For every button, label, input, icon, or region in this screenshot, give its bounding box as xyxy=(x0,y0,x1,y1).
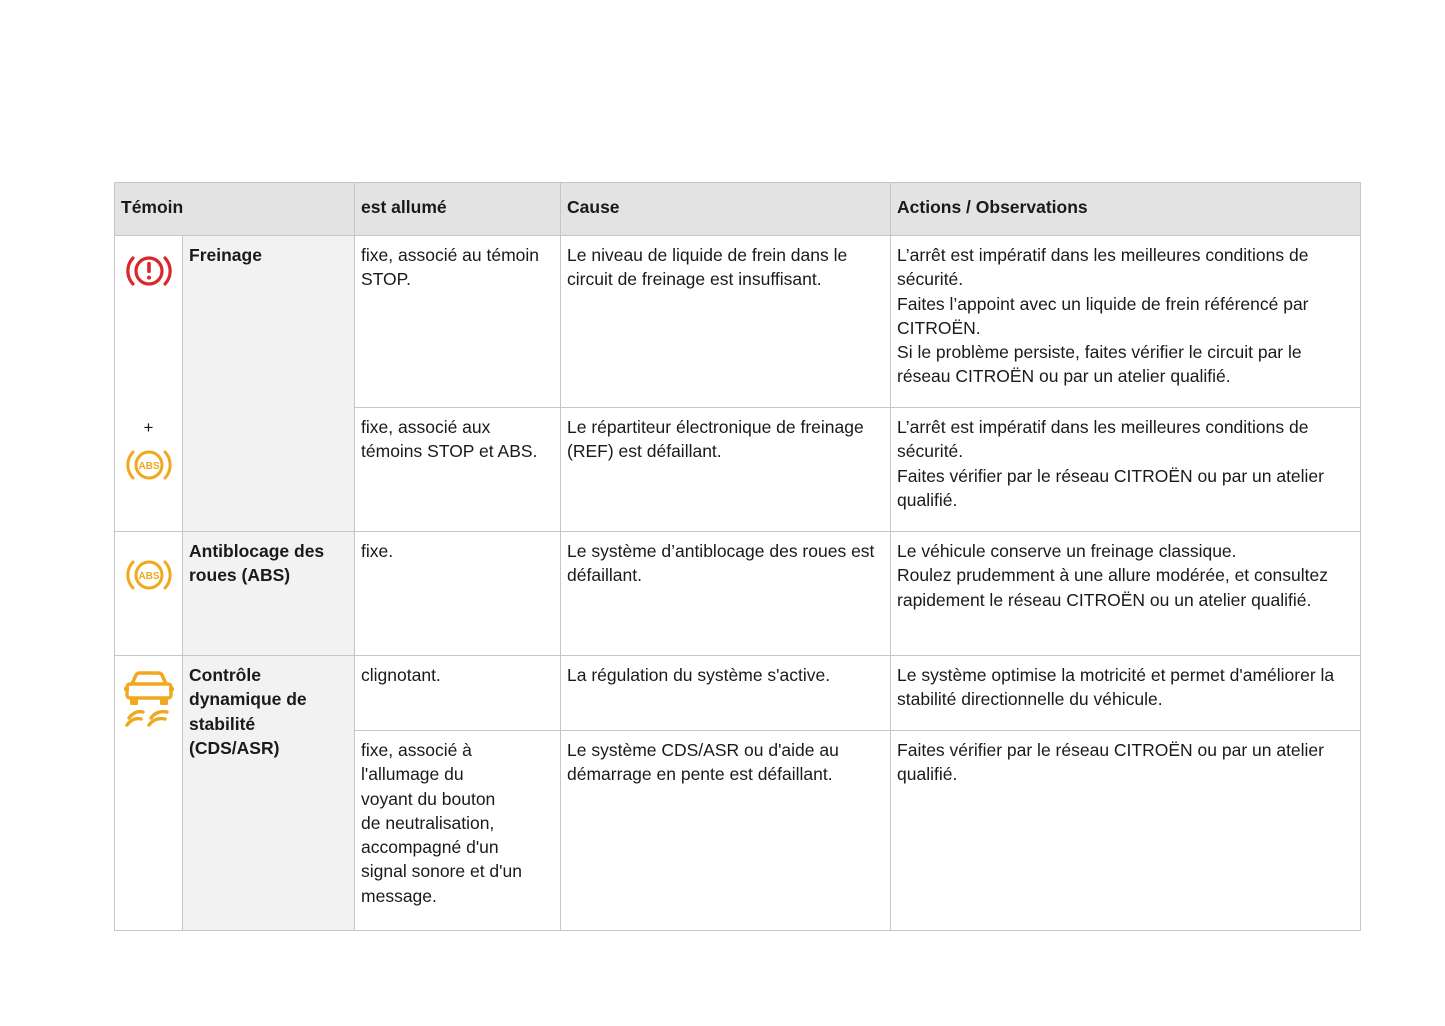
allume-line: accompagné d'un xyxy=(361,837,499,858)
cds-icon-cell xyxy=(115,656,183,931)
header-cause: Cause xyxy=(561,183,891,236)
abs-warning-icon xyxy=(125,446,173,484)
warning-lights-table xyxy=(114,182,1361,931)
action-line: Si le problème persiste, faites vérifier le circuit par le réseau CITROËN ou par un atelier qualifié. xyxy=(897,342,1302,387)
header-actions: Actions / Observations xyxy=(891,183,1361,236)
action-line: L’arrêt est impératif dans les meilleures conditions de sécurité. xyxy=(897,245,1309,290)
action-line: L’arrêt est impératif dans les meilleures conditions de sécurité. xyxy=(897,417,1309,462)
action-line: Le véhicule conserve un freinage classique. xyxy=(897,541,1237,561)
cds-r1-actions: Le système optimise la motricité et permet d'améliorer la stabilité directionnelle du véhicule. xyxy=(891,656,1361,731)
freinage-r2-actions xyxy=(891,408,1361,532)
allume-line: l'allumage du xyxy=(361,764,464,785)
freinage-r2-cause: Le répartiteur électronique de freinage (REF) est défaillant. xyxy=(561,408,891,532)
freinage-r1-cause: Le niveau de liquide de frein dans le circuit de freinage est insuffisant. xyxy=(561,236,891,408)
allume-line: fixe, associé à xyxy=(361,740,472,760)
plus-sign: + xyxy=(143,418,154,437)
abs-allume: fixe. xyxy=(355,532,561,656)
abs-name: Antiblocage des roues (ABS) xyxy=(183,532,355,656)
table-row xyxy=(115,656,1361,731)
abs-cause: Le système d’antiblocage des roues est défaillant. xyxy=(561,532,891,656)
cds-r2-allume xyxy=(355,731,561,931)
table-row xyxy=(115,532,1361,656)
abs-icon-text: ABS xyxy=(137,571,160,582)
allume-line: message. xyxy=(361,885,437,906)
allume-line: de neutralisation, xyxy=(361,812,495,833)
action-line: Roulez prudemment à une allure modérée, et consultez rapidement le réseau CITROËN ou un atelier qualifié. xyxy=(897,565,1328,610)
cds-r1-cause: La régulation du système s'active. xyxy=(561,656,891,731)
allume-line: signal sonore et d'un xyxy=(361,861,522,882)
freinage-icons-cell xyxy=(115,236,183,532)
abs-actions xyxy=(891,532,1361,656)
header-est-allume: est allumé xyxy=(355,183,561,236)
header-temoin: Témoin xyxy=(115,183,355,236)
freinage-r2-allume: fixe, associé aux témoins STOP et ABS. xyxy=(355,408,561,532)
action-line: Faites vérifier par le réseau CITROËN ou par un atelier qualifié. xyxy=(897,465,1324,510)
action-line: Faites l’appoint avec un liquide de frein référencé par CITROËN. xyxy=(897,293,1309,338)
cds-name: Contrôle dynamique de stabilité (CDS/ASR) xyxy=(183,656,355,931)
freinage-r1-actions xyxy=(891,236,1361,408)
brake-warning-icon xyxy=(125,252,173,290)
header-row xyxy=(115,183,1361,236)
abs-warning-icon xyxy=(125,556,173,594)
abs-icon-text: ABS xyxy=(137,461,160,472)
table-row xyxy=(115,236,1361,408)
cds-r1-allume: clignotant. xyxy=(355,656,561,731)
abs-icon-cell xyxy=(115,532,183,656)
allume-line: voyant du bouton xyxy=(361,788,496,809)
stability-control-icon xyxy=(123,670,175,728)
cds-r2-cause: Le système CDS/ASR ou d'aide au démarrage en pente est défaillant. xyxy=(561,731,891,931)
freinage-name: Freinage xyxy=(183,236,355,532)
cds-r2-actions: Faites vérifier par le réseau CITROËN ou par un atelier qualifié. xyxy=(891,731,1361,931)
freinage-r1-allume: fixe, associé au témoin STOP. xyxy=(355,236,561,408)
